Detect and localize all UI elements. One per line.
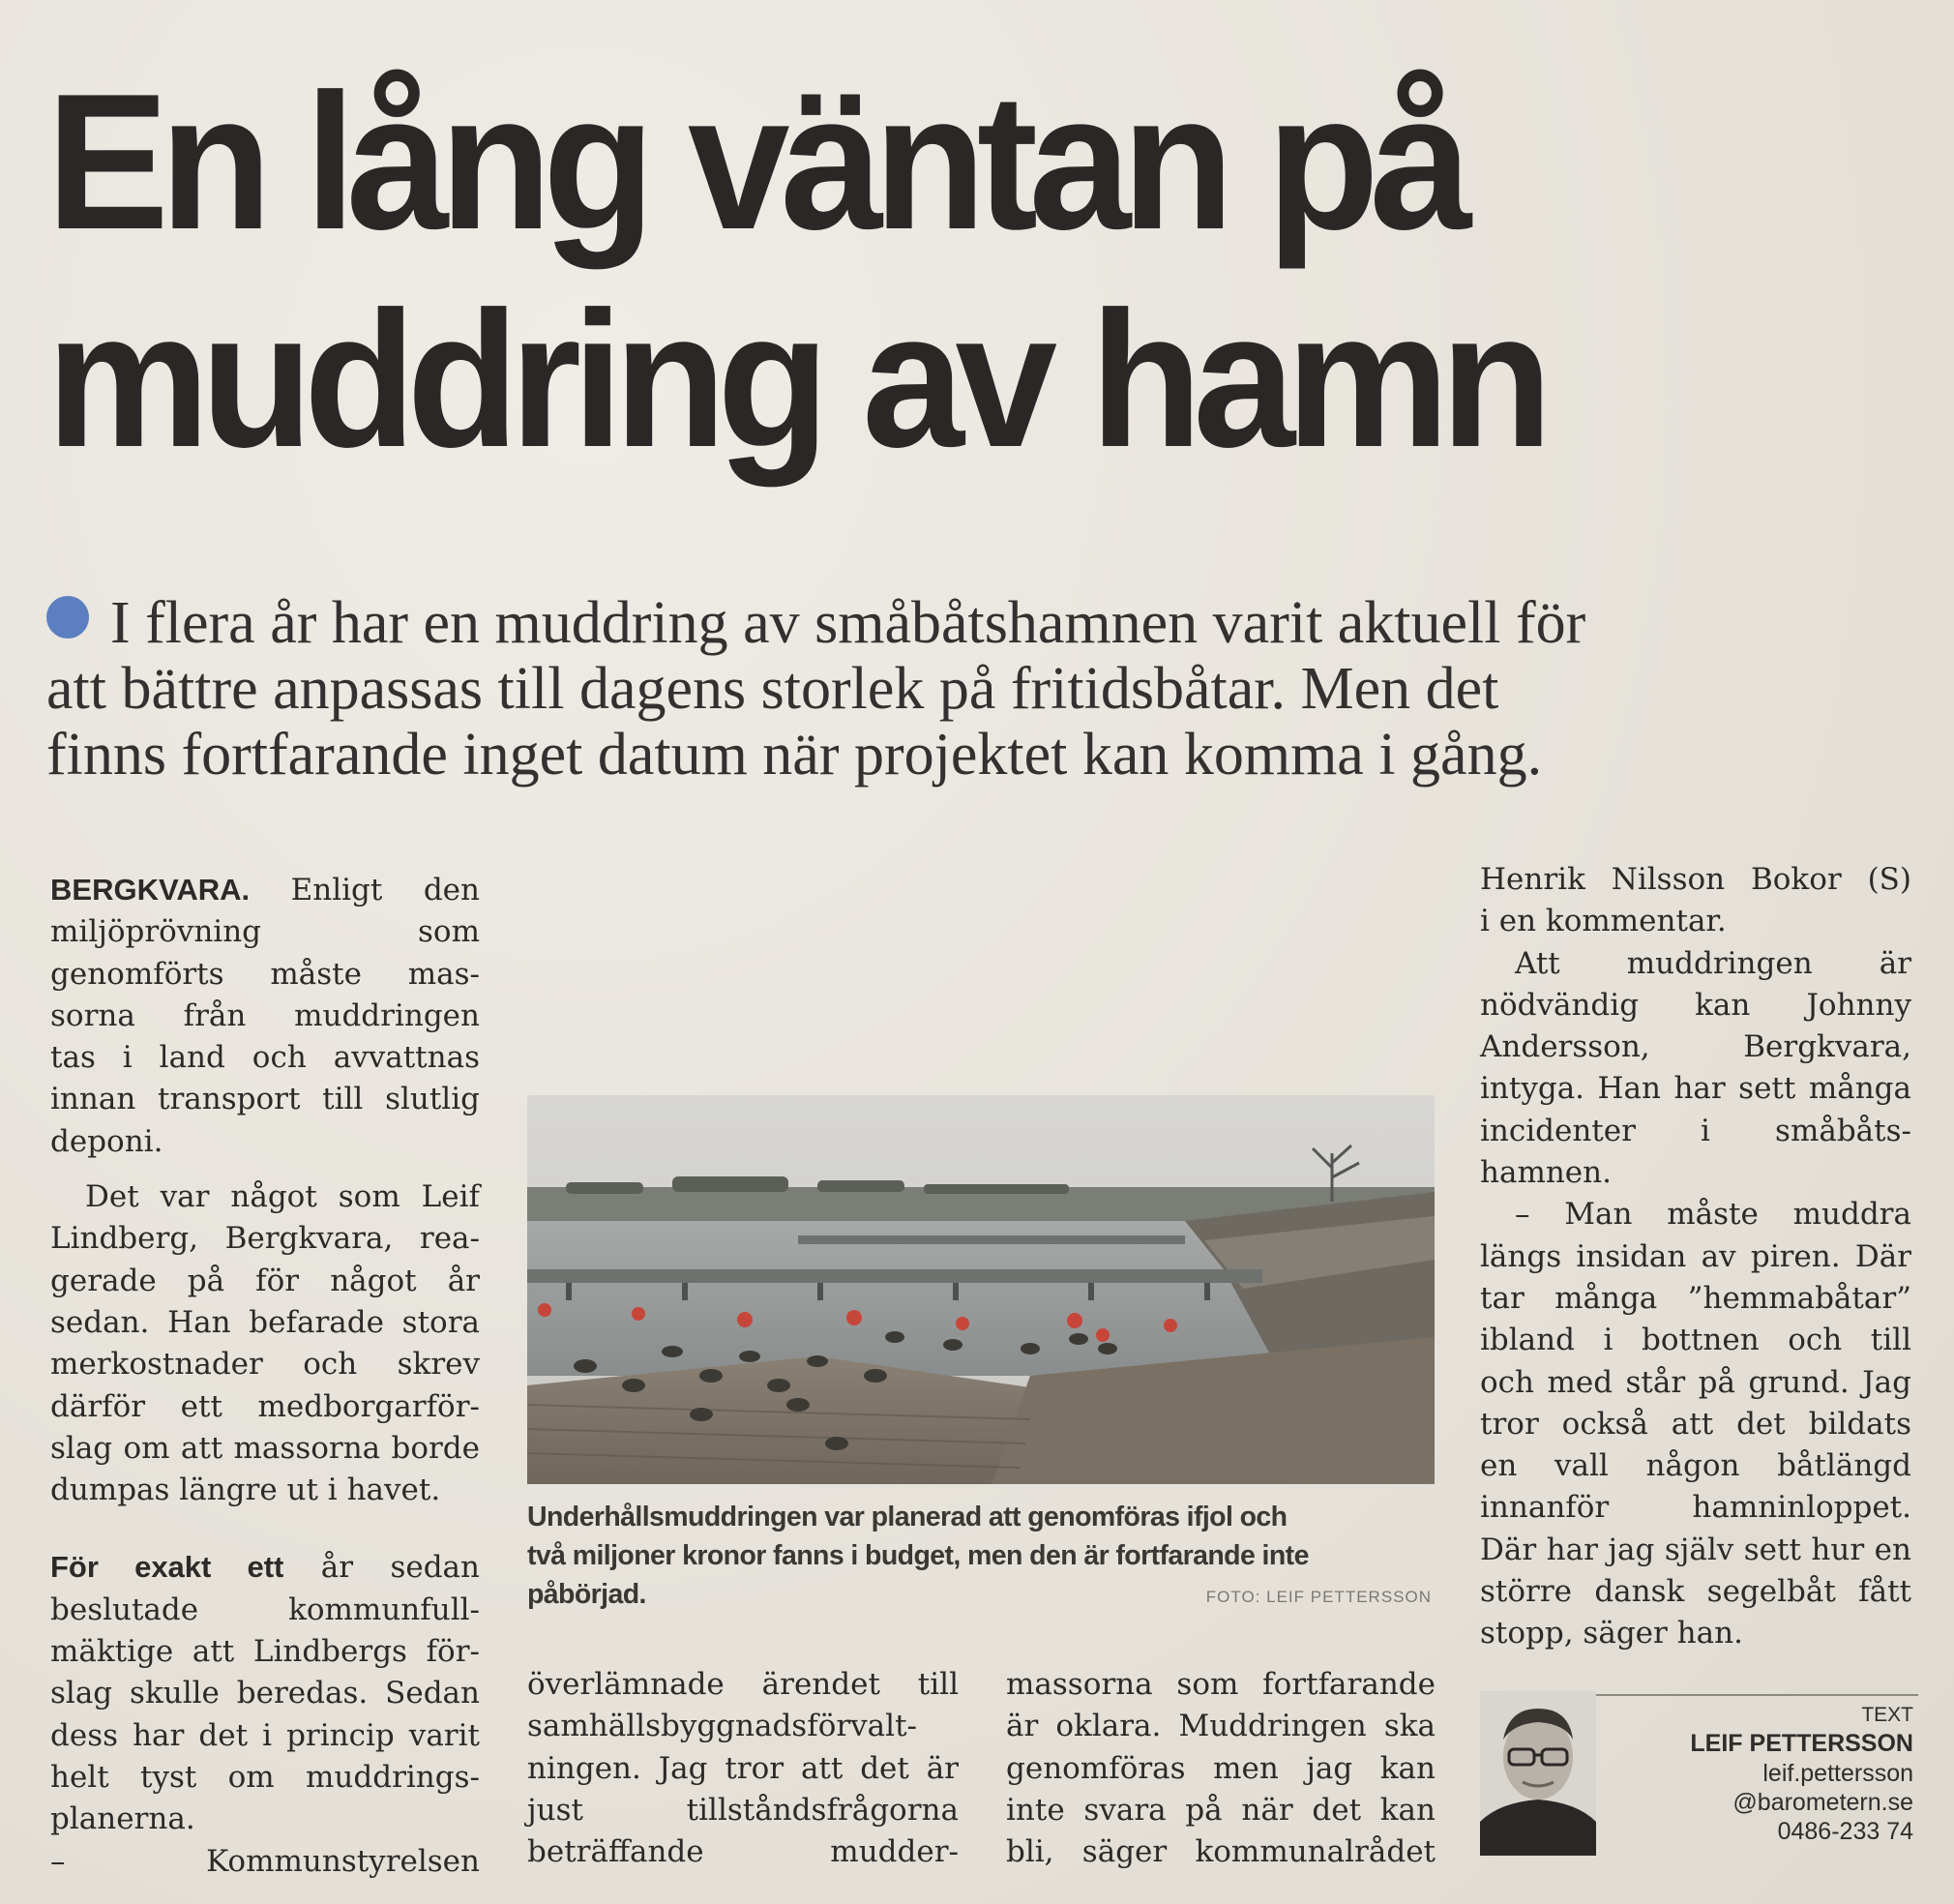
- text-line: ningen. Jag tror att det är: [527, 1750, 959, 1786]
- bullet-dot-icon: [46, 596, 89, 639]
- text-line: genomföras men jag kan: [1006, 1750, 1436, 1786]
- text-line: just tillståndsfrågorna: [527, 1792, 959, 1828]
- text-line: incidenter i småbåts-: [1480, 1113, 1911, 1148]
- text-line: inte svara på när det kan: [1006, 1792, 1436, 1828]
- byline-author: LEIF PETTERSSON: [1690, 1730, 1913, 1757]
- text-line: dess har det i princip varit: [50, 1717, 480, 1753]
- text-line: hamnen.: [1480, 1155, 1612, 1191]
- text-line: en vall någon båtlängd: [1480, 1448, 1911, 1484]
- text-line: miljöprövning som: [50, 914, 480, 950]
- byline-email[interactable]: leif.pettersson: [1762, 1760, 1913, 1787]
- paragraph-lead: För exakt ett: [50, 1550, 284, 1585]
- text-line: sorna från muddringen: [50, 997, 480, 1033]
- text-line: merkostnader och skrev: [50, 1347, 480, 1383]
- column-3: [1006, 1664, 1436, 1873]
- text-line: samhällsbyggnadsförvalt-: [527, 1709, 918, 1744]
- harbour-photo: [527, 1095, 1435, 1484]
- text-line: genomförts måste mas-: [50, 956, 480, 992]
- text-line: intyga. Han har sett många: [1480, 1071, 1911, 1107]
- text-line: är oklara. Muddringen ska: [1006, 1709, 1436, 1744]
- harbour-photo-image: [527, 1095, 1435, 1484]
- text-line: och med står på grund. Jag: [1480, 1364, 1911, 1400]
- text-line: Lindberg, Bergkvara, rea-: [50, 1221, 480, 1257]
- text-line: tas i land och avvattnas: [50, 1040, 480, 1076]
- ingress-line: I flera år har en muddring av småbåtshamnen varit aktuell för: [46, 590, 1923, 656]
- text-line: innan transport till slutlig: [50, 1082, 480, 1117]
- headline-line: En lång väntan på: [46, 54, 1464, 270]
- text-line: därför ett medborgarför-: [50, 1388, 480, 1424]
- byline: [1586, 1703, 1913, 1846]
- text-line: massorna som fortfarande: [1006, 1667, 1436, 1702]
- text-line: BERGKVARA. Enligt den: [50, 873, 480, 907]
- text-line: beträffande mudder-: [527, 1834, 959, 1870]
- text-line: – Man måste muddra: [1515, 1197, 1911, 1233]
- column-4: [1480, 859, 1911, 1655]
- column-2: [527, 1664, 959, 1873]
- text-line: Andersson, Bergkvara,: [1480, 1029, 1911, 1065]
- text-line: sedan. Han befarade stora: [50, 1304, 480, 1340]
- text-line: Det var något som Leif: [85, 1179, 480, 1215]
- text-line: dumpas längre ut i havet.: [50, 1473, 441, 1508]
- text-line: mäktige att Lindbergs för-: [50, 1634, 480, 1670]
- ingress-line: att bättre anpassas till dagens storlek på fritidsbåtar. Men det: [46, 656, 1499, 722]
- text-line: innanför hamninloppet.: [1480, 1490, 1911, 1526]
- text-line: i en kommentar.: [1480, 904, 1727, 939]
- text-line: beslutade kommunfull-: [50, 1592, 480, 1627]
- text-line: Henrik Nilsson Bokor (S): [1480, 862, 1911, 897]
- byline-email-domain[interactable]: @barometern.se: [1732, 1789, 1913, 1816]
- author-portrait: [1480, 1691, 1596, 1856]
- text-line: ibland i bottnen och till: [1480, 1323, 1911, 1358]
- column-1: [50, 869, 480, 1883]
- text-line: deponi.: [50, 1123, 163, 1159]
- text-line: helt tyst om muddrings-: [50, 1759, 480, 1795]
- text-line: bli, säger kommunalrådet: [1006, 1834, 1436, 1870]
- author-photo-icon: [1480, 1691, 1596, 1856]
- text-line: Att muddringen är: [1515, 945, 1911, 981]
- text-line: – Kommunstyrelsen: [50, 1843, 480, 1879]
- text-line: slag skulle beredas. Sedan: [50, 1676, 480, 1711]
- headline-line: muddring av hamn: [46, 272, 1544, 488]
- text-line: För exakt ett år sedan: [50, 1550, 481, 1586]
- byline-phone: 0486-233 74: [1777, 1818, 1913, 1845]
- ingress: [46, 590, 1923, 788]
- ingress-line: finns fortfarande inget datum när projektet kan komma i gång.: [46, 722, 1543, 788]
- caption-line: två miljoner kronor fanns i budget, men den är fortfarande inte: [527, 1540, 1309, 1571]
- text-line: tror också att det bildats: [1480, 1406, 1911, 1442]
- text-line: planerna.: [50, 1801, 195, 1837]
- text-line: Där har jag själv sett hur en: [1480, 1532, 1911, 1567]
- text-line: slag om att massorna borde: [50, 1430, 480, 1466]
- text-line: gerade på för något år: [50, 1263, 480, 1298]
- text-line: tar många ”hemmabåtar”: [1480, 1280, 1911, 1316]
- caption-line: Underhållsmuddringen var planerad att genomföras ifjol och: [527, 1502, 1288, 1532]
- text-line: stopp, säger han.: [1480, 1616, 1743, 1651]
- dateline: BERGKVARA.: [50, 873, 251, 907]
- byline-divider: [1596, 1694, 1918, 1696]
- headline: [46, 53, 1829, 489]
- caption-line: påbörjad.: [527, 1579, 646, 1610]
- text-line: större dansk segelbåt fått: [1480, 1574, 1911, 1610]
- text-line: överlämnade ärendet till: [527, 1667, 959, 1702]
- photo-credit: FOTO: LEIF PETTERSSON: [1205, 1588, 1432, 1606]
- byline-label: TEXT: [1861, 1704, 1913, 1726]
- text-line: nödvändig kan Johnny: [1480, 987, 1911, 1023]
- text-line: längs insidan av piren. Där: [1480, 1238, 1911, 1274]
